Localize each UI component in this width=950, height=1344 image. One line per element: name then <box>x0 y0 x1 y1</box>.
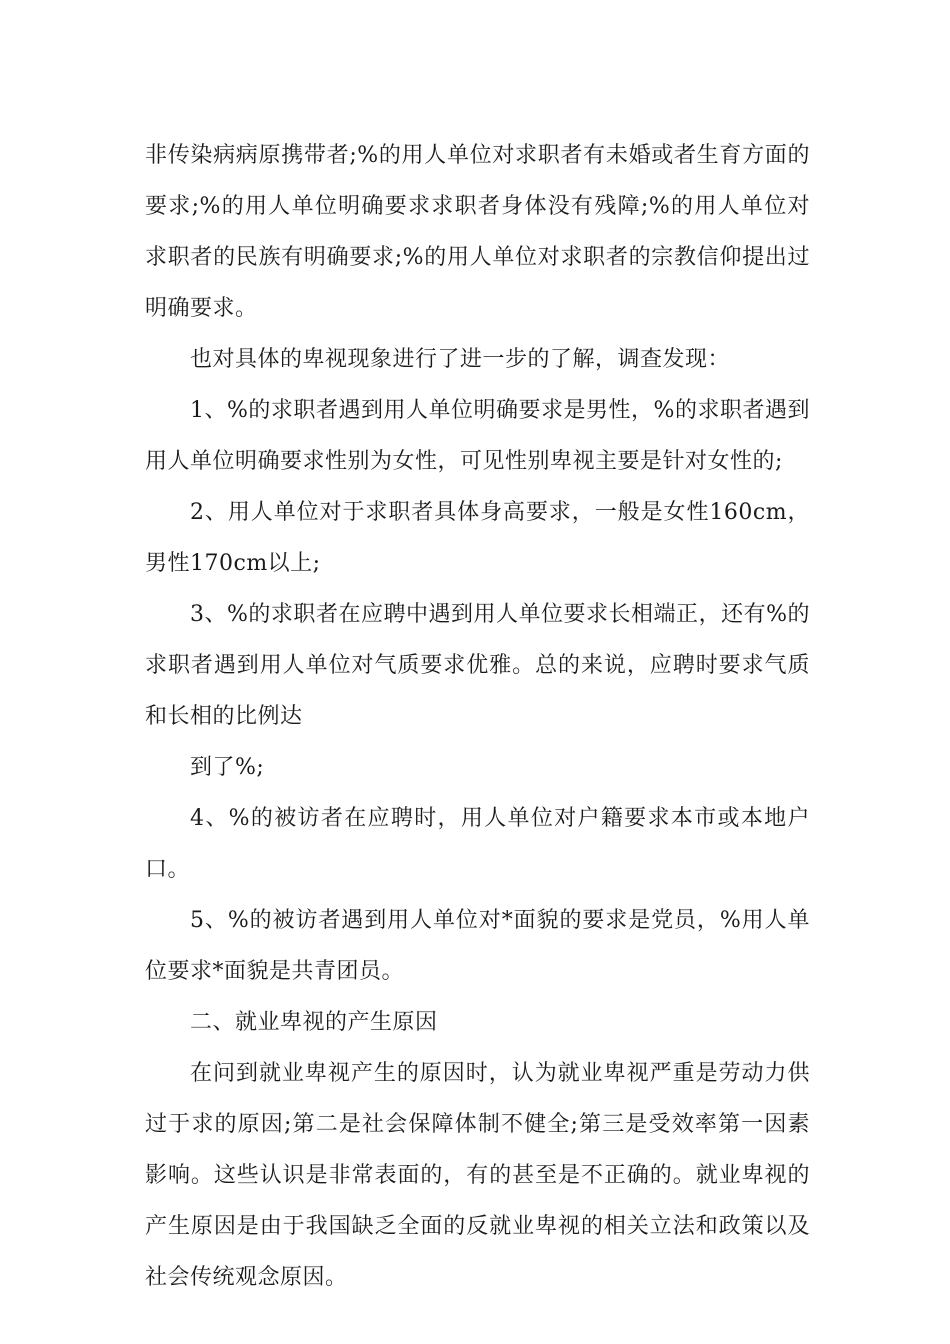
paragraph-8: 5、%的被访者遇到用人单位对*面貌的要求是党员，%用人单位要求*面貌是共青团员。 <box>145 908 810 984</box>
section-heading: 二、就业卑视的产生原因 <box>190 1010 438 1035</box>
paragraph-4: 2、用人单位对于求职者具体身高要求，一般是女性160cm，男性170cm以上; <box>145 500 810 576</box>
document-body <box>145 130 810 1303</box>
paragraph-5: 3、%的求职者在应聘中遇到用人单位要求长相端正，还有%的求职者遇到用人单位对气质要求优雅。总的来说，应聘时要求气质和长相的比例达 <box>145 602 810 729</box>
paragraph-6: 到了%; <box>190 755 265 780</box>
paragraph-3: 1、%的求职者遇到用人单位明确要求是男性，%的求职者遇到用人单位明确要求性别为女性，可见性别卑视主要是针对女性的; <box>145 398 810 474</box>
paragraph-9: 在问到就业卑视产生的原因时，认为就业卑视严重是劳动力供过于求的原因;第二是社会保障体制不健全;第三是受效率第一因素影响。这些认识是非常表面的，有的甚至是不正确的。就业卑视的产生原因是由于我国缺乏全面的反就业卑视的相关立法和政策以及社会传统观念原因。 <box>145 1061 810 1290</box>
paragraph-1: 非传染病病原携带者;%的用人单位对求职者有未婚或者生育方面的要求;%的用人单位明确要求求职者身体没有残障;%的用人单位对求职者的民族有明确要求;%的用人单位对求职者的宗教信仰提出过明确要求。 <box>145 143 810 321</box>
paragraph-7: 4、%的被访者在应聘时，用人单位对户籍要求本市或本地户口。 <box>145 806 810 882</box>
paragraph-2: 也对具体的卑视现象进行了进一步的了解，调查发现： <box>190 347 731 372</box>
